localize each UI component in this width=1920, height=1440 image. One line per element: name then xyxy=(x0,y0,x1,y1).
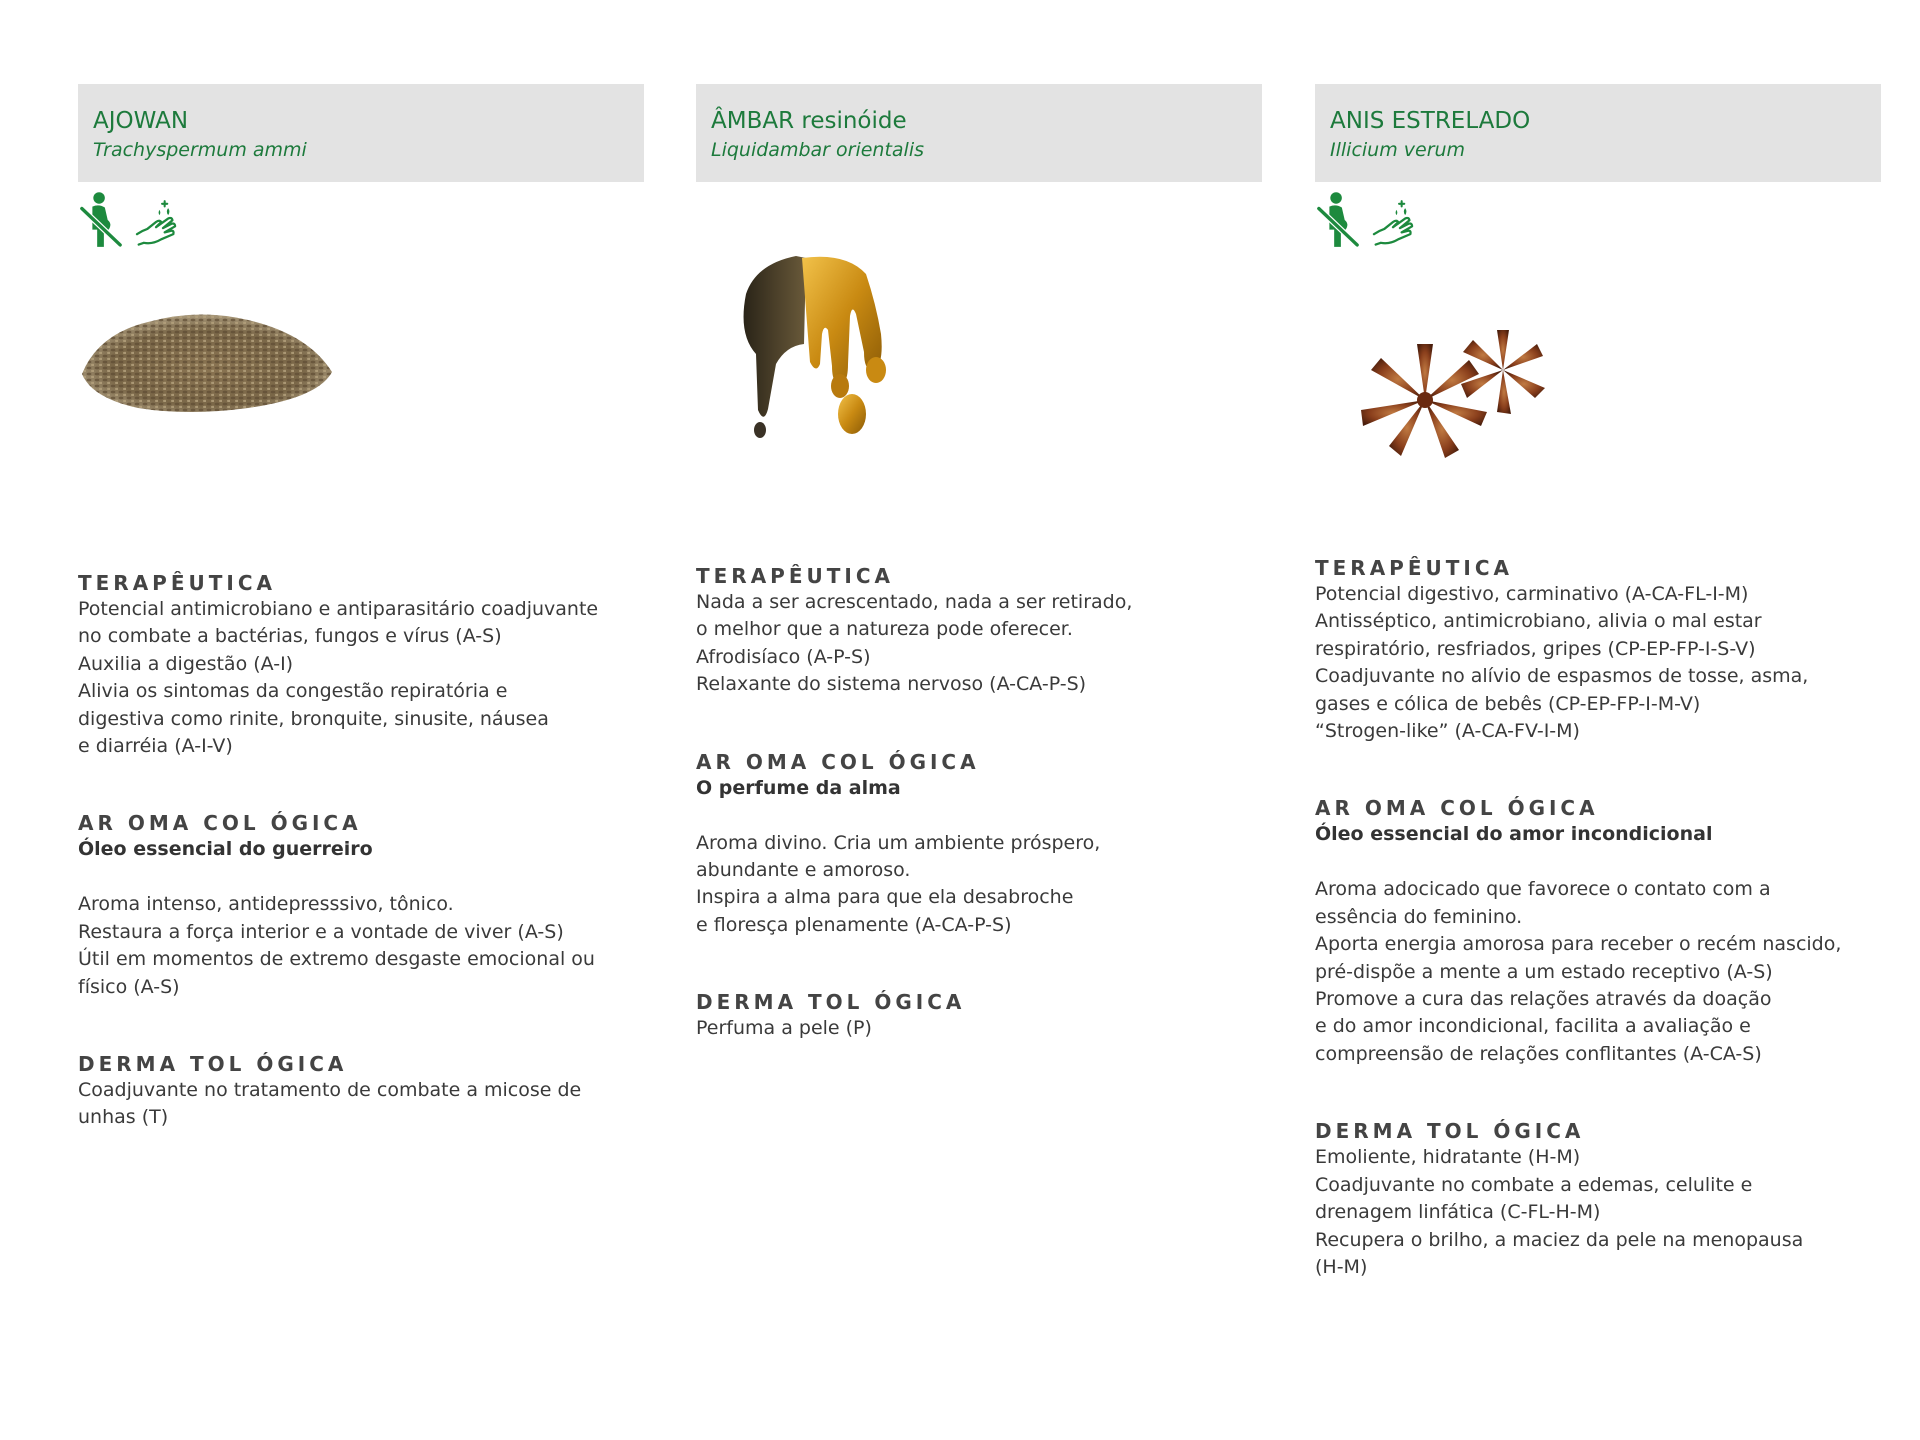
text-line: Afrodisíaco (A-P-S) xyxy=(696,645,871,668)
text-line: Perfuma a pele (P) xyxy=(696,1017,872,1040)
ajowan-seeds-photo xyxy=(78,264,338,424)
section-subtitle: Óleo essencial do amor incondicional xyxy=(1315,823,1713,846)
column-ambar xyxy=(696,84,1262,1040)
text-line: Coadjuvante no combate a edemas, celulite e xyxy=(1315,1173,1753,1196)
section-title: TERAPÊUTICA xyxy=(1315,556,1513,580)
text-line: Aroma adocicado que favorece o contato com a xyxy=(1315,878,1771,901)
text-line: Alivia os sintomas da congestão repiratória e xyxy=(78,680,508,703)
text-line: Útil em momentos de extremo desgaste emocional ou xyxy=(78,948,595,971)
text-line: compreensão de relações conflitantes (A-CA-S) xyxy=(1315,1042,1762,1065)
section-aromacologica xyxy=(696,749,1262,940)
star-anise-photo xyxy=(1315,304,1575,474)
warning-icons xyxy=(1315,190,1419,254)
text-line: gases e cólica de bebês (CP-EP-FP-I-M-V) xyxy=(1315,692,1701,715)
oil-title: ÂMBAR resinóide xyxy=(711,108,907,134)
text-line: “Strogen-like” (A-CA-FV-I-M) xyxy=(1315,720,1580,743)
oil-sections xyxy=(696,563,1262,1093)
text-line: Inspira a alma para que ela desabroche xyxy=(696,886,1074,909)
section-title: TERAPÊUTICA xyxy=(696,564,894,588)
column-anis-estrelado xyxy=(1315,84,1881,1278)
text-line: Antisséptico, antimicrobiano, alivia o mal estar xyxy=(1315,610,1762,633)
text-line: Potencial antimicrobiano e antiparasitário coadjuvante xyxy=(78,598,599,620)
text-line: Emoliente, hidratante (H-M) xyxy=(1315,1146,1581,1169)
text-line: Aporta energia amorosa para receber o recém nascido, xyxy=(1315,933,1842,956)
text-line: digestiva como rinite, bronquite, sinusite, náusea xyxy=(78,707,549,730)
section-title: DERMA TOL ÓGICA xyxy=(696,990,966,1015)
no-pregnancy-icon xyxy=(78,190,124,250)
text-line: o melhor que a natureza pode oferecer. xyxy=(696,618,1073,641)
text-line: Restaura a força interior e a vontade de viver (A-S) xyxy=(78,920,564,943)
section-dermatologica xyxy=(1315,1118,1881,1281)
text-line: Relaxante do sistema nervoso (A-CA-P-S) xyxy=(696,673,1087,696)
text-line: Recupera o brilho, a maciez da pele na menopausa xyxy=(1315,1228,1804,1251)
oil-latin-name: Illicium verum xyxy=(1330,139,1466,161)
section-dermatologica xyxy=(696,989,1262,1042)
text-line: Promove a cura das relações através da doação xyxy=(1315,988,1772,1011)
section-terapeutica xyxy=(696,563,1262,699)
oil-sections xyxy=(1315,555,1881,1331)
section-terapeutica xyxy=(1315,555,1881,745)
amber-resin-photo xyxy=(716,234,916,454)
oil-header xyxy=(78,84,644,182)
hand-skin-icon xyxy=(130,194,182,250)
text-line: Potencial digestivo, carminativo (A-CA-FL-I-M) xyxy=(1315,583,1749,605)
text-line: e do amor incondicional, facilita a avaliação e xyxy=(1315,1015,1751,1038)
text-line: e diarréia (A-I-V) xyxy=(78,735,233,758)
section-title: AR OMA COL ÓGICA xyxy=(78,811,362,836)
text-line: unhas (T) xyxy=(78,1106,169,1129)
text-line: Nada a ser acrescentado, nada a ser retirado, xyxy=(696,591,1133,613)
text-line: (H-M) xyxy=(1315,1255,1368,1278)
text-line: respiratório, resfriados, gripes (CP-EP-FP-I-S-V) xyxy=(1315,637,1756,660)
column-ajowan xyxy=(78,84,644,1129)
section-aromacologica xyxy=(1315,795,1881,1068)
oil-title: AJOWAN xyxy=(93,108,189,134)
text-line: no combate a bactérias, fungos e vírus (A-S) xyxy=(78,625,502,648)
text-line: drenagem linfática (C-FL-H-M) xyxy=(1315,1201,1601,1224)
section-subtitle: Óleo essencial do guerreiro xyxy=(78,838,373,861)
text-line: Coadjuvante no tratamento de combate a micose de xyxy=(78,1079,582,1102)
text-line: essência do feminino. xyxy=(1315,905,1523,928)
text-line: Auxilia a digestão (A-I) xyxy=(78,652,294,675)
text-line: físico (A-S) xyxy=(78,975,180,998)
text-line: Coadjuvante no alívio de espasmos de tosse, asma, xyxy=(1315,665,1809,688)
section-title: DERMA TOL ÓGICA xyxy=(1315,1119,1585,1144)
section-title: DERMA TOL ÓGICA xyxy=(78,1052,348,1077)
section-title: AR OMA COL ÓGICA xyxy=(1315,796,1599,821)
section-terapeutica xyxy=(78,570,644,760)
oil-header xyxy=(1315,84,1881,182)
warning-icons xyxy=(78,190,182,254)
text-line: abundante e amoroso. xyxy=(696,859,911,882)
section-title: TERAPÊUTICA xyxy=(78,571,276,595)
section-aromacologica xyxy=(78,810,644,1001)
hand-skin-icon xyxy=(1367,194,1419,250)
section-dermatologica xyxy=(78,1051,644,1132)
text-line: e floresça plenamente (A-CA-P-S) xyxy=(696,913,1012,936)
oil-latin-name: Liquidambar orientalis xyxy=(711,139,925,161)
text-line: pré-dispõe a mente a um estado receptivo (A-S) xyxy=(1315,960,1773,983)
no-pregnancy-icon xyxy=(1315,190,1361,250)
oil-title: ANIS ESTRELADO xyxy=(1330,108,1531,134)
section-subtitle: O perfume da alma xyxy=(696,776,901,799)
oil-latin-name: Trachyspermum ammi xyxy=(93,139,307,161)
text-line: Aroma intenso, antidepresssivo, tônico. xyxy=(78,893,454,916)
section-title: AR OMA COL ÓGICA xyxy=(696,749,980,774)
text-line: Aroma divino. Cria um ambiente próspero, xyxy=(696,831,1101,854)
oil-header xyxy=(696,84,1262,182)
oil-sections xyxy=(78,570,644,1182)
